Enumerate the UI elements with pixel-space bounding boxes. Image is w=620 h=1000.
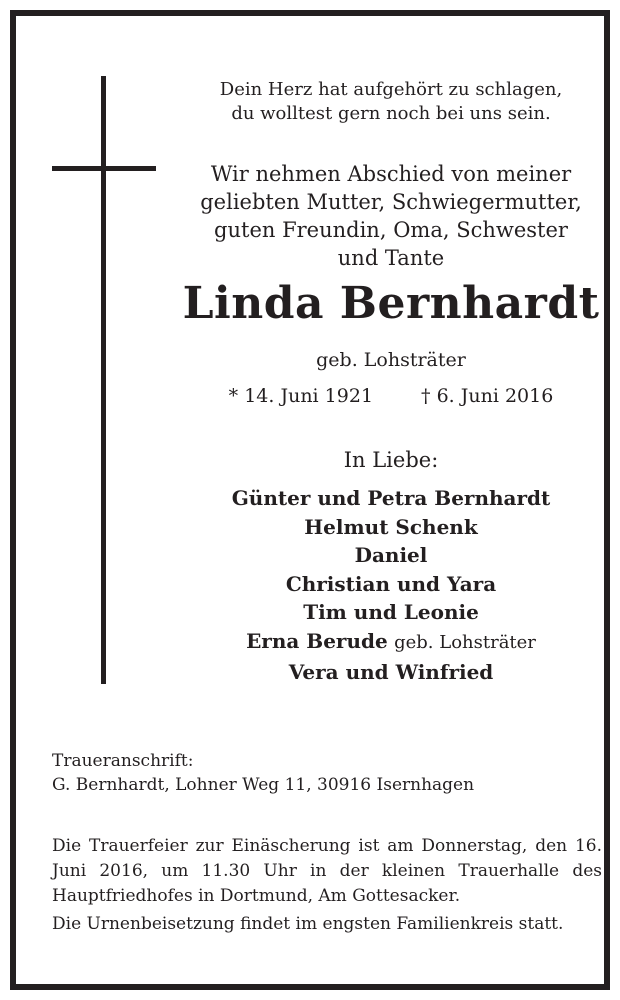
mourner-name: Helmut Schenk (304, 514, 478, 539)
mourner-name: Christian und Yara (285, 571, 497, 596)
mourner-entry (176, 627, 606, 658)
ceremony-text: Die Trauerfeier zur Einäscherung ist am Donnerstag, den 16. Juni 2016, um 11.30 Uhr in der kleinen Trauerhalle des Hauptfriedhofes in Dortmund, Am Gottesacker. (52, 836, 602, 906)
mourner-name: Günter und Petra Bernhardt (231, 486, 551, 510)
address-value: G. Bernhardt, Lohner Weg 11, 30916 Isernhagen (52, 775, 475, 795)
birth-date: * 14. Juni 1921 (228, 385, 374, 407)
address-label: Traueranschrift: (52, 751, 194, 771)
farewell-line: guten Freundin, Oma, Schwester (214, 218, 568, 242)
deceased-name: Linda Bernhardt (182, 278, 600, 329)
death-date: † 6. Juni 2016 (421, 385, 554, 407)
urn-text: Die Urnenbeisetzung findet im engsten Familienkreis statt. (52, 914, 564, 934)
mourner-name: Daniel (354, 543, 428, 568)
cross-icon-bar (52, 166, 156, 171)
ceremony-info (52, 834, 602, 909)
mourner-name: Tim und Leonie (303, 600, 479, 625)
mourner-birth-name: geb. Lohsträter (394, 631, 536, 653)
poem-line: Dein Herz hat aufgehört zu schlagen, (219, 79, 563, 100)
life-dates (176, 384, 606, 408)
birth-name: geb. Lohsträter (316, 349, 466, 371)
mourners-list (176, 484, 606, 686)
farewell-line: Wir nehmen Abschied von meiner (210, 162, 572, 186)
mourning-address (52, 749, 602, 797)
farewell-line: und Tante (337, 246, 445, 270)
mourner-name: Erna Berude (246, 628, 388, 653)
in-love-heading: In Liebe: (343, 448, 439, 472)
poem (176, 78, 606, 126)
farewell-line: geliebten Mutter, Schwiegermutter, (200, 190, 582, 214)
farewell-text (176, 160, 606, 272)
obituary-frame (10, 10, 610, 990)
poem-line: du wolltest gern noch bei uns sein. (231, 103, 551, 124)
urn-info (52, 912, 602, 937)
mourner-name: Vera und Winfried (288, 659, 494, 684)
